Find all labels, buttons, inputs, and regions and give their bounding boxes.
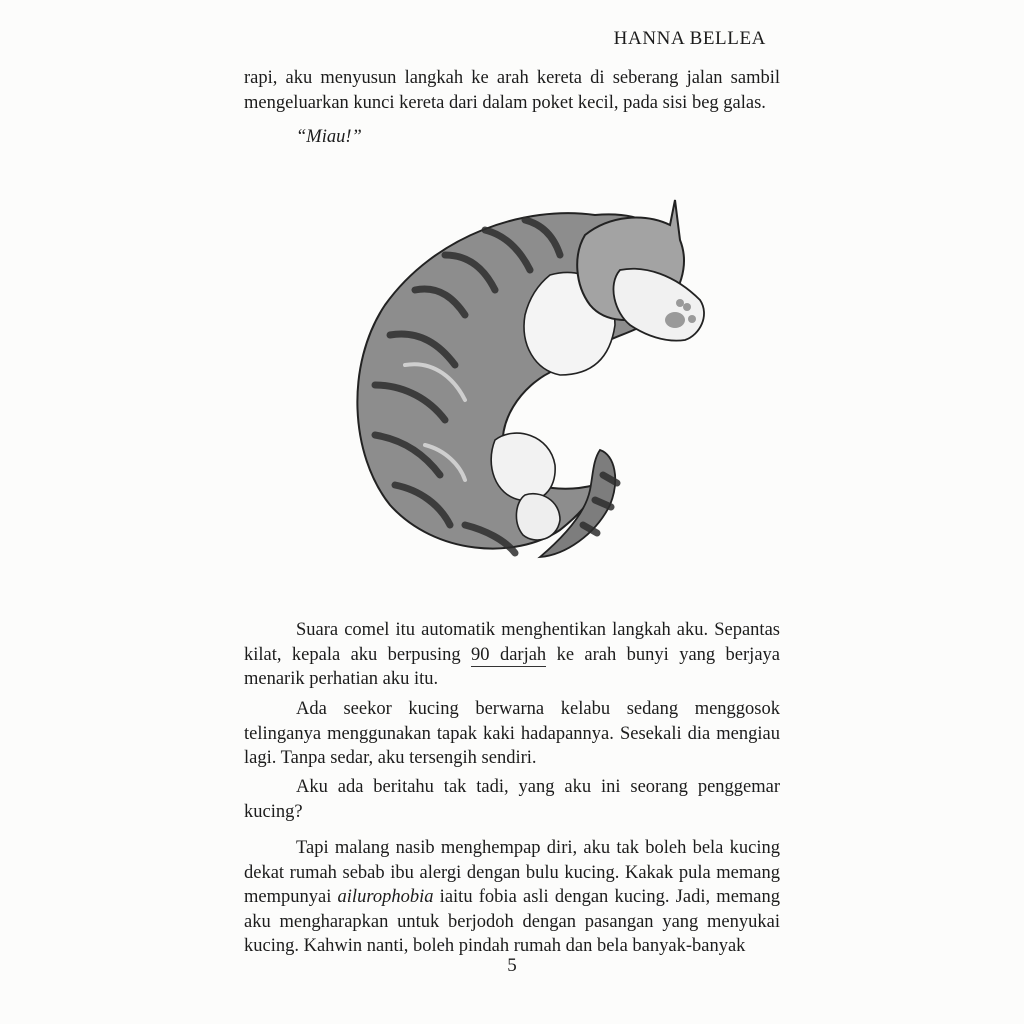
paw-pad <box>665 312 685 328</box>
running-header: HANNA BELLEA <box>613 28 766 49</box>
cat-sound-line: “Miau!” <box>296 127 362 147</box>
paragraph-1: rapi, aku menyusun langkah ke arah kereta di seberang jalan sambil mengeluarkan kunci kereta dari dalam poket kecil, pada sisi beg galas. <box>244 68 780 113</box>
paragraph-5-text-a: Tapi malang nasib menghempap diri, aku tak boleh bela kucing dekat rumah sebab ibu alergi dengan bulu kucing. Kakak pula memang mempunyai <box>244 838 780 907</box>
sleeping-cat-illustration <box>345 195 715 575</box>
paragraph-4: Aku ada beritahu tak tadi, yang aku ini seorang penggemar kucing? <box>244 777 780 822</box>
paragraph-5 <box>244 836 780 959</box>
paragraph-2 <box>244 618 780 692</box>
paragraph-3: Ada seekor kucing berwarna kelabu sedang menggosok telinganya menggunakan tapak kaki hadapannya. Sesekali dia mengiau lagi. Tanpa sedar, aku tersengih sendiri. <box>244 699 780 768</box>
page-number: 5 <box>507 955 517 976</box>
paragraph-2-text-a: Suara comel itu automatik menghentikan langkah aku. Sepantas kilat, kepala aku berpusing <box>244 620 780 665</box>
paragraph-5-text-b: iaitu fobia asli dengan kucing. Jadi, memang aku mengharapkan untuk berjodoh dengan pasangan yang menyukai kucing. Kahwin nanti, boleh pindah rumah dan bela banyak-banyak <box>244 887 781 956</box>
italic-term: ailurophobia <box>337 887 434 907</box>
underlined-phrase: 90 darjah <box>471 644 547 665</box>
paragraph-2-text-b: ke arah bunyi yang berjaya menarik perhatian aku itu. <box>244 644 780 689</box>
